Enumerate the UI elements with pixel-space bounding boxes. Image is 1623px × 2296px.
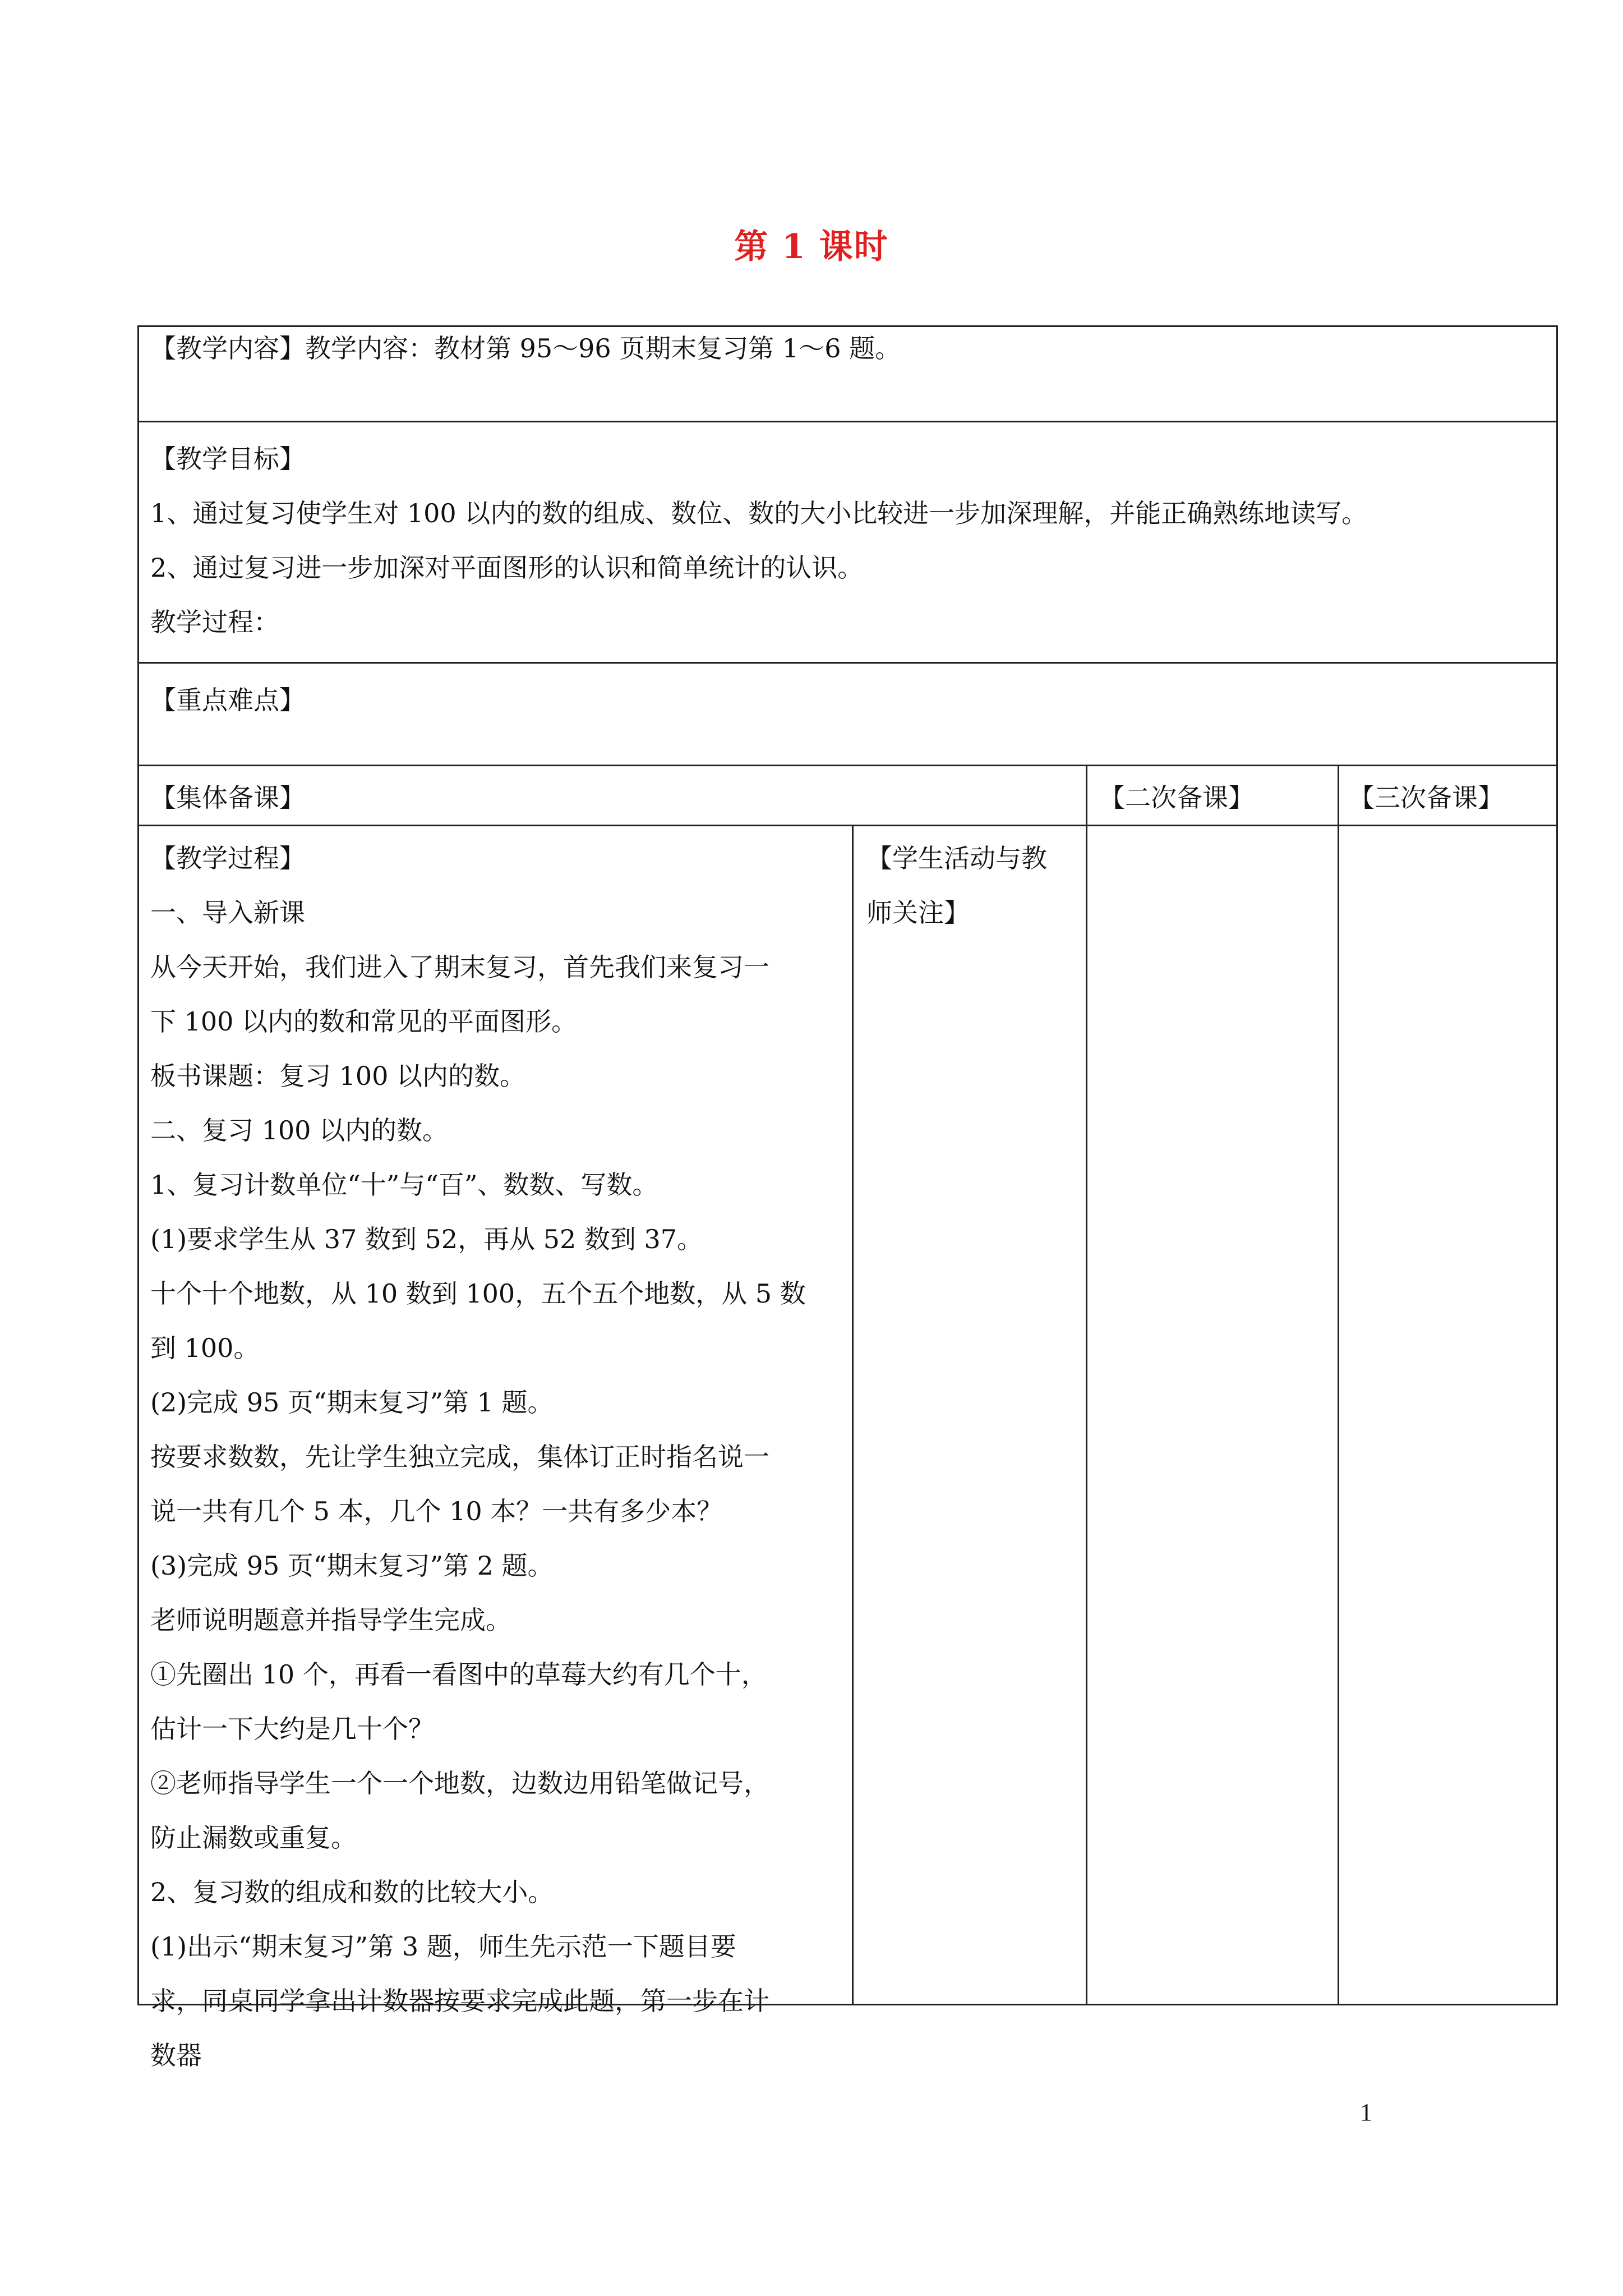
process-line: 1、复习计数单位“十”与“百”、数数、写数。 [150, 1170, 658, 1200]
table-border-left [137, 325, 139, 2005]
key-points-heading: 【重点难点】 [150, 685, 305, 715]
process-line: 【教学过程】 [150, 843, 305, 873]
table-border-right [1556, 325, 1558, 2005]
process-line: 求，同桌同学拿出计数器按要求完成此题，第一步在计 [150, 1986, 769, 2016]
process-line: 估计一下大约是几十个？ [150, 1714, 434, 1744]
goal-item: 1、通过复习使学生对 100 以内的数的组成、数位、数的大小比较进一步加深理解，并能正确熟练地读写。 [150, 498, 1368, 528]
process-line: 按要求数数，先让学生独立完成，集体订正时指名说一 [150, 1442, 769, 1472]
second-prep-heading: 【二次备课】 [1099, 783, 1254, 813]
process-line: ②老师指导学生一个一个地数，边数边用铅笔做记号， [150, 1768, 769, 1798]
process-line: 十个十个地数，从 10 数到 100，五个五个地数，从 5 数 [150, 1278, 806, 1309]
process-label: 教学过程： [150, 607, 279, 637]
teaching-goals [150, 432, 1547, 650]
process-line: 数器 [150, 2040, 202, 2070]
student-activity-line: 【学生活动与教 [866, 843, 1047, 873]
process-line: (1)要求学生从 37 数到 52，再从 52 数到 37。 [150, 1224, 703, 1254]
process-line: ①先圈出 10 个，再看一看图中的草莓大约有几个十， [150, 1659, 767, 1690]
column-divider [1338, 765, 1339, 2005]
student-activity [866, 831, 1080, 940]
student-activity-line: 师关注】 [866, 898, 970, 928]
process-line: 板书课题：复习 100 以内的数。 [150, 1061, 526, 1091]
collective-prep-heading: 【集体备课】 [150, 783, 305, 813]
process-line: 到 100。 [150, 1333, 260, 1363]
page-number: 1 [1360, 2099, 1372, 2126]
teaching-process [150, 831, 846, 2083]
process-line: (3)完成 95 页“期末复习”第 2 题。 [150, 1550, 554, 1581]
column-divider [1086, 765, 1087, 2005]
row-divider [137, 421, 1558, 422]
row-divider [137, 825, 1558, 826]
process-line: 下 100 以内的数和常见的平面图形。 [150, 1006, 578, 1037]
process-line: (2)完成 95 页“期末复习”第 1 题。 [150, 1387, 554, 1418]
process-line: 一、导入新课 [150, 898, 305, 928]
process-line: 从今天开始，我们进入了期末复习，首先我们来复习一 [150, 952, 769, 982]
process-line: 老师说明题意并指导学生完成。 [150, 1605, 511, 1635]
process-line: 2、复习数的组成和数的比较大小。 [150, 1877, 554, 1907]
goal-item: 2、通过复习进一步加深对平面图形的认识和简单统计的认识。 [150, 553, 864, 583]
third-prep-heading: 【三次备课】 [1349, 783, 1504, 813]
row-divider [137, 765, 1558, 766]
process-line: 说一共有几个 5 本，几个 10 本？一共有多少本？ [150, 1496, 723, 1526]
process-line: (1)出示“期末复习”第 3 题，师生先示范一下题目要 [150, 1931, 736, 1962]
process-line: 二、复习 100 以内的数。 [150, 1115, 449, 1145]
process-line: 防止漏数或重复。 [150, 1823, 357, 1853]
column-divider [852, 825, 854, 2005]
page-title: 第 1 课时 [734, 227, 889, 266]
row-divider [137, 662, 1558, 664]
teaching-content: 【教学内容】教学内容：教材第 95～96 页期末复习第 1～6 题。 [150, 333, 901, 364]
goals-heading: 【教学目标】 [150, 444, 305, 474]
